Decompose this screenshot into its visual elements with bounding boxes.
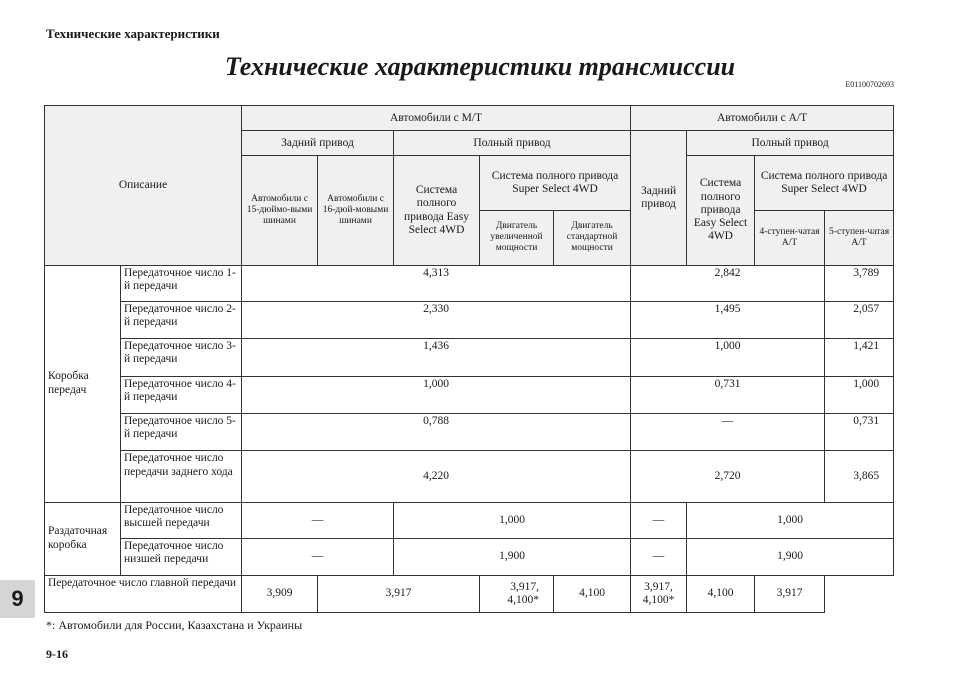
cell-value: 1,900 <box>687 539 894 575</box>
row-label-final-drive: Передаточное число главной передачи <box>45 575 242 613</box>
transmission-spec-table <box>44 105 894 613</box>
cell-value: — <box>242 502 394 538</box>
cell-value: 1,421 <box>825 339 894 376</box>
header-16-inch-tires: Автомобили с 16-дюй-мовыми шинами <box>318 156 394 265</box>
cell-value: 0,731 <box>825 413 894 450</box>
cell-value: 3,917 <box>755 575 825 613</box>
row-label: Передаточное число 4-й передачи <box>121 376 242 413</box>
cell-value: 3,909 <box>242 575 318 613</box>
cell-value: 4,100 <box>687 575 755 613</box>
cell-value: 1,436 <box>242 339 631 376</box>
header-at-easy-select: Система полного привода Easy Select 4WD <box>687 156 755 265</box>
cell-value: 1,000 <box>687 502 894 538</box>
cell-value: 1,000 <box>394 502 631 538</box>
cell-value: 3,917 <box>318 575 480 613</box>
header-mt-rwd: Задний привод <box>242 131 394 156</box>
cell-value: 1,495 <box>631 301 825 338</box>
header-engine-standard: Двигатель стандартной мощности <box>554 211 631 266</box>
row-label: Передаточное число низшей передачи <box>121 539 242 575</box>
cell-value: — <box>631 539 687 575</box>
page-number: 9-16 <box>46 647 68 661</box>
cell-value: 2,330 <box>242 301 631 338</box>
header-mt-awd: Полный привод <box>394 131 631 156</box>
cell-value: 1,000 <box>825 376 894 413</box>
cell-value: 3,917, 4,100* <box>631 575 687 613</box>
row-label: Передаточное число 2-й передачи <box>121 301 242 338</box>
row-label: Передаточное число 5-й передачи <box>121 413 242 450</box>
cell-value: 1,000 <box>242 376 631 413</box>
cell-value: 3,789 <box>825 265 894 301</box>
header-super-select: Система полного привода Super Select 4WD <box>480 156 631 211</box>
cell-value: 0,731 <box>631 376 825 413</box>
document-code: E01100702693 <box>845 80 894 89</box>
running-header: Технические характеристики <box>46 26 220 41</box>
cell-value: 1,000 <box>631 339 825 376</box>
cell-value: 4,220 <box>242 451 631 503</box>
cell-value: 2,842 <box>631 265 825 301</box>
cell-value: 2,057 <box>825 301 894 338</box>
cell-value: 3,917, 4,100* <box>480 575 554 613</box>
row-label: Передаточное число высшей передачи <box>121 502 242 538</box>
row-label: Передаточное число 1-й передачи <box>121 265 242 301</box>
cell-value: 4,313 <box>242 265 631 301</box>
header-engine-high-power: Двигатель увеличенной мощности <box>480 211 554 266</box>
section-gearbox: Коробка передач <box>45 265 121 502</box>
cell-value: 4,100 <box>554 575 631 613</box>
header-5-speed-at: 5-ступен-чатая A/T <box>825 211 894 266</box>
chapter-tab: 9 <box>0 580 35 618</box>
row-label: Передаточное число передачи заднего хода <box>121 451 242 503</box>
row-label: Передаточное число 3-й передачи <box>121 339 242 376</box>
section-transfer-case: Раздаточная коробка <box>45 502 121 575</box>
cell-value: 2,720 <box>631 451 825 503</box>
cell-value: — <box>242 539 394 575</box>
cell-value: 3,865 <box>825 451 894 503</box>
footnote: *: Автомобили для России, Казахстана и Украины <box>46 618 303 632</box>
cell-value: 1,900 <box>394 539 631 575</box>
header-at: Автомобили с A/T <box>631 106 894 131</box>
header-description: Описание <box>45 106 242 266</box>
header-15-inch-tires: Автомобили с 15-дюймо-выми шинами <box>242 156 318 265</box>
cell-value: — <box>631 502 687 538</box>
header-mt: Автомобили с M/T <box>242 106 631 131</box>
cell-value: 0,788 <box>242 413 631 450</box>
header-at-awd: Полный привод <box>687 131 894 156</box>
cell-value: — <box>631 413 825 450</box>
header-4-speed-at: 4-ступен-чатая A/T <box>755 211 825 266</box>
header-easy-select: Система полного привода Easy Select 4WD <box>394 156 480 265</box>
header-at-rwd: Задний привод <box>631 131 687 265</box>
header-at-super-select: Система полного привода Super Select 4WD <box>755 156 894 211</box>
page-title: Технические характеристики трансмиссии <box>224 52 736 81</box>
